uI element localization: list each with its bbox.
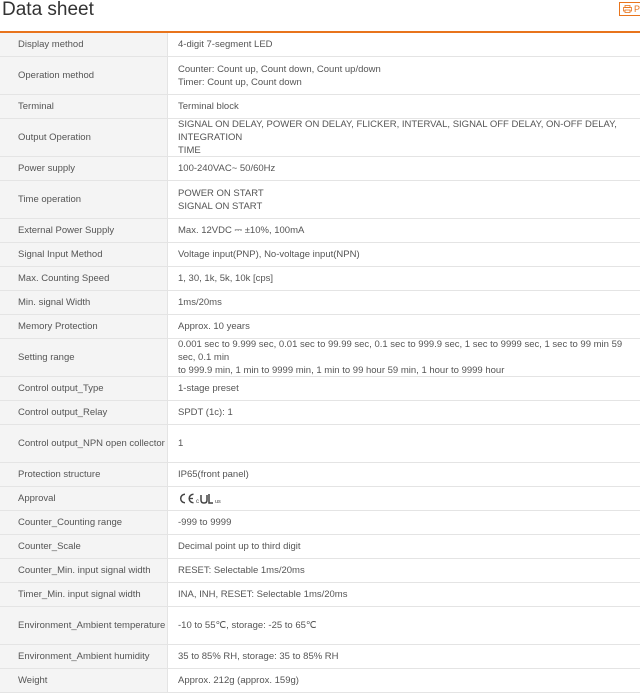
spec-value: [168, 425, 640, 462]
spec-label: Power supply: [0, 157, 168, 180]
ul-recognized-icon: [196, 493, 226, 505]
print-button-label: P: [633, 4, 640, 14]
spec-row: [0, 425, 640, 463]
spec-value-text: 1, 30, 1k, 5k, 10k [cps]: [178, 273, 274, 284]
spec-label: Output Operation: [0, 119, 168, 156]
spec-row: [0, 219, 640, 243]
spec-row: [0, 119, 640, 157]
spec-value-text: Max. 12VDC ⎓ ±10%, 100mA: [178, 225, 305, 236]
spec-label: Counter_Min. input signal width: [0, 559, 168, 582]
spec-value-text: Approx. 212g (approx. 159g): [178, 675, 299, 686]
spec-label: Control output_Relay: [0, 401, 168, 424]
spec-label: Control output_Type: [0, 377, 168, 400]
spec-row: [0, 401, 640, 425]
approval-marks: [178, 493, 226, 505]
page-title: Data sheet: [2, 0, 94, 20]
spec-row: [0, 339, 640, 377]
spec-row: [0, 607, 640, 645]
spec-value-text: Decimal point up to third digit: [178, 541, 301, 552]
spec-value: [168, 315, 640, 338]
spec-row: [0, 315, 640, 339]
spec-row: [0, 535, 640, 559]
spec-label: Counter_Scale: [0, 535, 168, 558]
spec-label: Time operation: [0, 181, 168, 218]
spec-value-text: 35 to 85% RH, storage: 35 to 85% RH: [178, 651, 339, 662]
spec-value: [168, 511, 640, 534]
spec-value-text: -999 to 9999: [178, 517, 232, 528]
spec-row: [0, 583, 640, 607]
spec-label: Weight: [0, 669, 168, 692]
spec-label: Max. Counting Speed: [0, 267, 168, 290]
spec-value: [168, 339, 640, 376]
spec-value: [168, 57, 640, 94]
spec-row: [0, 57, 640, 95]
spec-row: [0, 243, 640, 267]
spec-row: [0, 377, 640, 401]
spec-row: [0, 33, 640, 57]
spec-row: [0, 645, 640, 669]
spec-label: Approval: [0, 487, 168, 510]
spec-value-text: 1ms/20ms: [178, 297, 222, 308]
spec-value: [168, 291, 640, 314]
spec-value-text: 100-240VAC~ 50/60Hz: [178, 163, 276, 174]
spec-value: [168, 119, 640, 156]
spec-value: [168, 95, 640, 118]
spec-row: [0, 291, 640, 315]
spec-value-text: Terminal block: [178, 101, 239, 112]
spec-value: [168, 645, 640, 668]
spec-value: [168, 583, 640, 606]
spec-value-text: IP65(front panel): [178, 469, 249, 480]
spec-value: [168, 243, 640, 266]
spec-label: Control output_NPN open collector: [0, 425, 168, 462]
spec-value-text: 1-stage preset: [178, 383, 239, 394]
spec-row: [0, 559, 640, 583]
spec-value: [168, 377, 640, 400]
spec-label: Operation method: [0, 57, 168, 94]
spec-value-text: Voltage input(PNP), No-voltage input(NPN): [178, 249, 360, 260]
spec-value: [168, 463, 640, 486]
spec-value: [168, 157, 640, 180]
spec-label: Terminal: [0, 95, 168, 118]
spec-value: [168, 669, 640, 692]
spec-label: Counter_Counting range: [0, 511, 168, 534]
svg-text:c: c: [196, 498, 199, 505]
spec-value: [168, 219, 640, 242]
spec-value: [168, 181, 640, 218]
spec-row: [0, 511, 640, 535]
spec-value-text: Approx. 10 years: [178, 321, 250, 332]
spec-value-text: Counter: Count up, Count down, Count up/down Timer: Count up, Count down: [178, 63, 381, 88]
spec-value: [168, 607, 640, 644]
spec-value-text: RESET: Selectable 1ms/20ms: [178, 565, 305, 576]
spec-row: [0, 267, 640, 291]
spec-value-text: INA, INH, RESET: Selectable 1ms/20ms: [178, 589, 348, 600]
spec-row: [0, 669, 640, 693]
spec-value-text: -10 to 55℃, storage: -25 to 65℃: [178, 620, 317, 631]
spec-row: [0, 181, 640, 219]
spec-value-text: 1: [178, 438, 184, 449]
spec-value: [168, 267, 640, 290]
spec-label: Display method: [0, 33, 168, 56]
spec-value: [168, 559, 640, 582]
printer-icon: [623, 5, 632, 13]
spec-label: Protection structure: [0, 463, 168, 486]
spec-row: [0, 487, 640, 511]
spec-value-text: 4-digit 7-segment LED: [178, 39, 273, 50]
print-button[interactable]: [619, 2, 640, 16]
spec-label: Timer_Min. input signal width: [0, 583, 168, 606]
spec-label: Min. signal Width: [0, 291, 168, 314]
spec-label: Memory Protection: [0, 315, 168, 338]
spec-label: External Power Supply: [0, 219, 168, 242]
spec-value-text: 0.001 sec to 9.999 sec, 0.01 sec to 99.99 sec, 0.1 sec to 999.9 sec, 1 sec to 9999 sec, 1 sec to 99 min 59 sec, 0.1 min to 999.9 min, 1 min to 9999 min, 1 min to 99 hour 59 min, 1 hour to 9999 hour: [178, 339, 623, 376]
spec-row: [0, 463, 640, 487]
spec-row: [0, 95, 640, 119]
svg-text:us: us: [215, 498, 221, 505]
spec-label: Environment_Ambient temperature: [0, 607, 168, 644]
spec-table: [0, 33, 640, 693]
spec-value-text: SPDT (1c): 1: [178, 407, 233, 418]
spec-label: Signal Input Method: [0, 243, 168, 266]
spec-row: [0, 157, 640, 181]
spec-label: Setting range: [0, 339, 168, 376]
page-header: [0, 0, 640, 33]
spec-value: [168, 401, 640, 424]
ce-mark-icon: [178, 493, 195, 504]
spec-value-text: POWER ON START SIGNAL ON START: [178, 187, 264, 212]
spec-value: [168, 33, 640, 56]
spec-value: [168, 487, 640, 510]
spec-label: Environment_Ambient humidity: [0, 645, 168, 668]
spec-value-text: SIGNAL ON DELAY, POWER ON DELAY, FLICKER, INTERVAL, SIGNAL OFF DELAY, ON-OFF DELAY, INTEGRATION TIME: [178, 119, 617, 156]
spec-value: [168, 535, 640, 558]
